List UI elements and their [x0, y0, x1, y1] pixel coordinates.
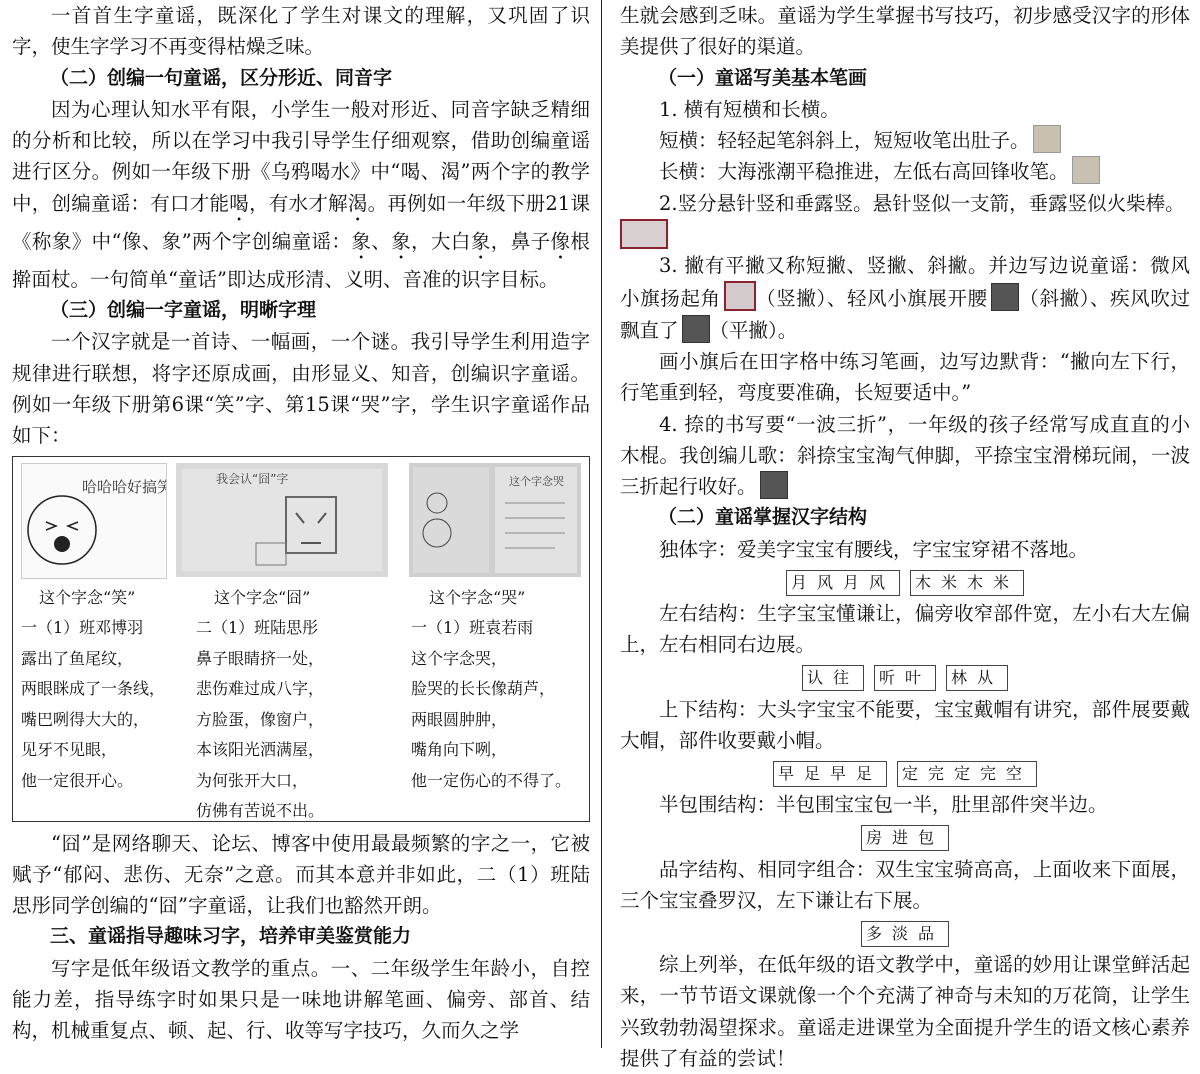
heading-three: 三、童谣指导趣味习字，培养审美鉴赏能力	[50, 925, 412, 948]
shu-stroke-icon	[620, 219, 668, 249]
structure-zuoyou: 左右结构：生字宝宝懂谦让，偏旁收窄部件宽，左小右大左偏上，左右相同右边展。	[620, 602, 1190, 657]
left-paragraph-4: “囧”是网络聊天、论坛、博客中使用最最频繁的字之一，它被赋予“郁闷、悲伤、无奈”之意。而其本意并非如此，二（1）班陆思彤同学创编的“囧”字童谣，让我们也豁然开朗。	[12, 831, 590, 918]
right-paragraph-1: 生就会感到乏味。童谣为学生掌握书写技巧，初步感受汉字的形体美提供了很好的渠道。	[620, 4, 1190, 59]
grid-row-pinzi	[620, 917, 1190, 948]
student-works-figure	[12, 456, 590, 822]
character-grid: 月风月风	[786, 570, 900, 596]
structure-duti: 独体字：爱美字宝宝有腰线，字宝宝穿裙不落地。	[659, 537, 1089, 561]
student-drawing-jiong	[176, 463, 388, 577]
stroke-heng: 1. 横有短横和长横。	[659, 97, 840, 121]
svg-text:哈哈哈好搞笑: 哈哈哈好搞笑	[82, 477, 166, 496]
character-grid: 多淡品	[861, 921, 949, 947]
character-grid: 听叶	[874, 665, 936, 691]
character-grid: 房进包	[861, 825, 949, 851]
stroke-pie-practice: 画小旗后在田字格中练习笔画，边写边默背：“撇向左下行，行笔重到轻，弯度要准确，长短要适中。”	[620, 349, 1190, 405]
column-divider	[601, 0, 602, 1048]
heading-structure: （二）童谣掌握汉字结构	[658, 506, 868, 529]
duanheng-icon	[1033, 125, 1061, 153]
left-paragraph-3: 一个汉字就是一首诗、一幅画，一个谜。我引导学生利用造字规律进行联想，将字还原成画，由形显义、知音，创编识字童谣。例如一年级下册第6课“笑”字、第15课“哭”字，学生识字童谣作品如下：	[12, 330, 590, 448]
character-grid: 木米木米	[910, 570, 1024, 596]
changheng-icon	[1072, 156, 1100, 184]
heading-san: （三）创编一字童谣，明晰字理	[50, 299, 317, 322]
structure-pinzi: 品字结构、相同字组合：双生宝宝骑高高，上面收来下面展，三个宝宝叠罗汉，左下谦让右下展。	[620, 857, 1190, 912]
left-column	[12, 0, 590, 1047]
grid-row-shangxia	[620, 757, 1190, 788]
grid-row-banbaowei	[620, 822, 1190, 853]
shupie-icon	[724, 281, 756, 311]
heading-yi: （一）童谣写美基本笔画	[658, 66, 868, 89]
stroke-changheng: 长横：大海涨潮平稳推进，左低右高回锋收笔。	[620, 156, 1190, 187]
left-paragraph-1: 一首首生字童谣，既深化了学生对课文的理解，又巩固了识字，使生字学习不再变得枯燥乏味。	[12, 4, 590, 59]
character-grid: 早足早足	[773, 761, 887, 787]
caption-ku: 这个字念“哭” 一（1）班袁若雨 这个字念哭， 脸哭的长长像葫芦， 两眼圆肿肿， 嘴角向下咧， 他一定伤心的不得了。	[411, 587, 572, 790]
svg-text:这个字念哭: 这个字念哭	[509, 474, 564, 488]
structure-shangxia: 上下结构：大头字宝宝不能要，宝宝戴帽有讲究，部件展要戴大帽，部件收要戴小帽。	[620, 697, 1190, 752]
right-column	[620, 0, 1190, 1074]
heading-er: （二）创编一句童谣，区分形近、同音字	[50, 66, 393, 89]
grid-row-duti	[620, 566, 1190, 597]
character-grid: 林从	[946, 665, 1008, 691]
caption-xiao: 这个字念“笑” 一（1）班邓博羽 露出了鱼尾纹， 两眼眯成了一条线， 嘴巴咧得大大的， 见牙不见眼， 他一定很开心。	[21, 587, 166, 790]
pingpie-icon	[682, 315, 710, 343]
svg-text:我会认“囧”字: 我会认“囧”字	[216, 471, 289, 486]
caption-jiong: 这个字念“囧” 二（1）班陆思彤 鼻子眼睛挤一处， 悲伤难过成八字， 方脸蛋，像窗户， 本该阳光洒满屋， 为何张开大口， 仿佛有苦说不出。	[196, 587, 325, 821]
student-drawing-ku	[409, 463, 581, 577]
left-paragraph-5: 写字是低年级语文教学的重点。一、二年级学生年龄小，自控能力差，指导练字时如果只是一味地讲解笔画、偏旁、部首、结构，机械重复点、顿、起、行、收等写字技巧，久而久之学	[12, 956, 590, 1043]
conclusion-paragraph: 综上列举，在低年级的语文教学中，童谣的妙用让课堂鲜活起来，一节节语文课就像一个个充满了神奇与未知的万花筒，让学生兴致勃勃渴望探求。童谣走进课堂为全面提升学生的语文核心素养提供了有益的尝试！	[620, 953, 1190, 1071]
xiepie-icon	[991, 283, 1019, 311]
student-drawing-xiao	[21, 463, 167, 579]
stroke-duanheng: 短横：轻轻起笔斜斜上，短短收笔出肚子。	[620, 125, 1190, 156]
character-grid: 认往	[802, 665, 864, 691]
stroke-pie: 3. 撇有平撇又称短撇、竖撇、斜撇。并边写边说童谣：微风小旗扬起角 （竖撇）、轻风小旗展开腰 （斜撇）、疾风吹过飘直了 （平撇）。	[620, 254, 1190, 342]
stroke-na: 4. 捺的书写要“一波三折”，一年级的孩子经常写成直直的小木棍。我创编儿歌：斜捺宝宝淘气伸脚，平捺宝宝滑梯玩闹，一波三折起行收好。	[620, 412, 1190, 499]
character-grid: 定完定完空	[897, 761, 1037, 787]
grid-row-zuoyou	[620, 662, 1190, 693]
na-stroke-icon	[760, 471, 788, 499]
left-paragraph-2: 因为心理认知水平有限，小学生一般对形近、同音字缺乏精细的分析和比较，所以在学习中我引导学生仔细观察，借助创编童谣进行区分。例如一年级下册《乌鸦喝水》中“喝、渴”两个字的教学中，创编童谣：有口才能喝，有水才解渴。再例如一年级下册21课《称象》中“像、象”两个字创编童谣：象、象，大白象，鼻子像根擀面杖。一句简单“童话”即达成形清、义明、音准的识字目标。	[12, 97, 590, 291]
stroke-shu: 2.竖分悬针竖和垂露竖。悬针竖似一支箭，垂露竖似火柴棒。	[659, 191, 1185, 215]
structure-banbaowei: 半包围结构：半包围宝宝包一半，肚里部件突半边。	[659, 793, 1108, 817]
